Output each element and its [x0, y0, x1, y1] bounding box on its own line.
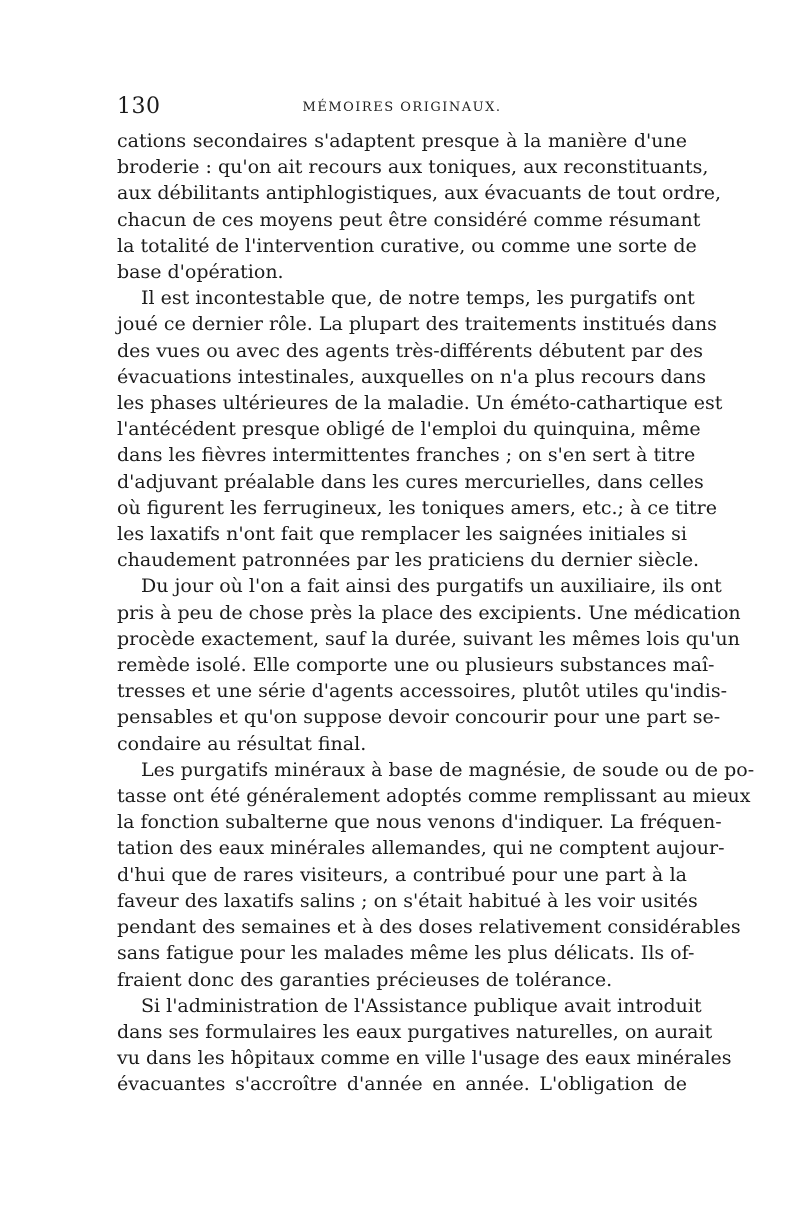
paragraph — [117, 757, 755, 993]
body-text — [117, 128, 755, 1098]
page-number: 130 — [117, 94, 161, 119]
text-line: d'hui que de rares visiteurs, a contribué pour une part à la — [117, 863, 687, 886]
text-line: dans ses formulaires les eaux purgatives naturelles, on aurait — [117, 1020, 713, 1043]
text-line: dans les fièvres intermittentes franches ; on s'en sert à titre — [117, 444, 696, 467]
text-line: Du jour où l'on a fait ainsi des purgatifs un auxiliaire, ils ont — [141, 575, 722, 598]
page-header — [117, 94, 687, 124]
text-line: faveur des laxatifs salins ; on s'était habitué à les voir usités — [117, 889, 698, 912]
text-line: les phases ultérieures de la maladie. Un éméto-cathartique est — [117, 392, 723, 415]
text-line: la totalité de l'intervention curative, ou comme une sorte de — [117, 234, 697, 257]
text-line: chacun de ces moyens peut être considéré comme résumant — [117, 208, 701, 231]
text-line: vu dans les hôpitaux comme en ville l'usage des eaux minérales — [117, 1047, 732, 1070]
text-line: joué ce dernier rôle. La plupart des traitements institués dans — [117, 313, 717, 336]
text-line: l'antécédent presque obligé de l'emploi du quinquina, même — [117, 418, 701, 441]
text-line: chaudement patronnées par les praticiens du dernier siècle. — [117, 549, 700, 572]
text-line: où figurent les ferrugineux, les toniques amers, etc.; à ce titre — [117, 496, 717, 519]
text-line: pris à peu de chose près la place des excipients. Une médication — [117, 601, 741, 624]
text-line: évacuations intestinales, auxquelles on n'a plus recours dans — [117, 365, 706, 388]
text-line: tresses et une série d'agents accessoires, plutôt utiles qu'indis- — [117, 680, 728, 703]
text-line: aux débilitants antiphlogistiques, aux évacuants de tout ordre, — [117, 182, 722, 205]
running-title: MÉMOIRES ORIGINAUX. — [302, 100, 502, 115]
text-line: les laxatifs n'ont fait que remplacer les saignées initiales si — [117, 523, 687, 546]
text-line: broderie : qu'on ait recours aux toniques, aux reconstituants, — [117, 156, 709, 179]
text-line: base d'opération. — [117, 261, 284, 284]
text-line: fraient donc des garanties précieuses de tolérance. — [117, 968, 613, 991]
text-line: tation des eaux minérales allemandes, qui ne comptent aujour- — [117, 837, 725, 860]
text-line: condaire au résultat final. — [117, 732, 367, 755]
text-line: pendant des semaines et à des doses relativement considérables — [117, 916, 741, 939]
text-line: cations secondaires s'adaptent presque à la manière d'une — [117, 130, 687, 152]
paragraph — [117, 573, 741, 756]
text-line: remède isolé. Elle comporte une ou plusieurs substances maî- — [117, 654, 715, 677]
text-line: des vues ou avec des agents très-différents débutent par des — [117, 339, 703, 362]
paragraph — [117, 285, 723, 573]
text-line: pensables et qu'on suppose devoir concourir pour une part se- — [117, 706, 721, 729]
text-line: sans fatigue pour les malades même les plus délicats. Ils of- — [117, 942, 695, 965]
text-line: Il est incontestable que, de notre temps, les purgatifs ont — [141, 287, 695, 310]
paragraph — [117, 128, 722, 285]
text-line: procède exactement, sauf la durée, suivant les mêmes lois qu'un — [117, 627, 740, 650]
paragraph — [117, 993, 732, 1098]
text-line: d'adjuvant préalable dans les cures mercurielles, dans celles — [117, 470, 704, 493]
text-line: tasse ont été généralement adoptés comme remplissant au mieux — [117, 785, 751, 808]
text-line: Les purgatifs minéraux à base de magnésie, de soude ou de po- — [141, 758, 755, 781]
text-line: Si l'administration de l'Assistance publique avait introduit — [141, 994, 702, 1017]
text-line: évacuantes s'accroître d'année en année. L'obligation de — [117, 1073, 687, 1096]
text-line: la fonction subalterne que nous venons d'indiquer. La fréquen- — [117, 811, 722, 834]
